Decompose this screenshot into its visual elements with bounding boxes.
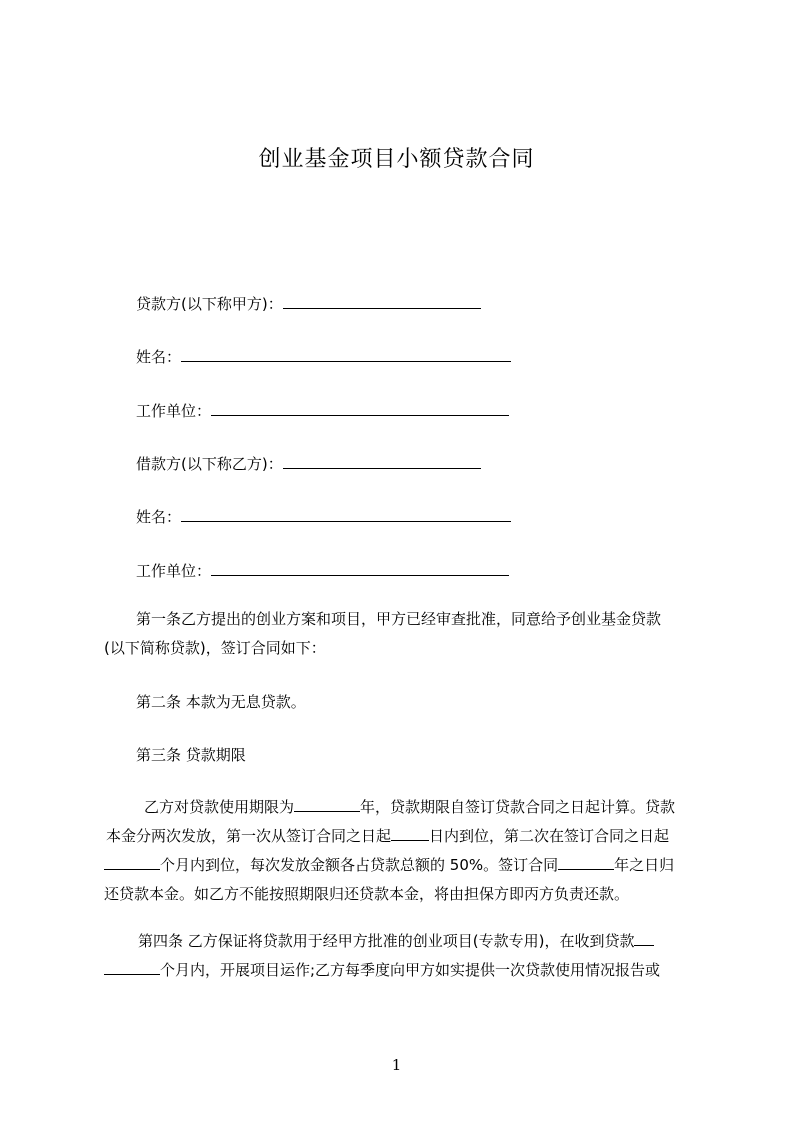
article-3-line-3b: 年之日归 xyxy=(614,856,675,874)
article-3-line-1a: 乙方对贷款使用期限为 xyxy=(144,798,295,816)
lender-blank xyxy=(283,292,481,309)
article-3-body xyxy=(104,793,699,909)
article-4-line-2 xyxy=(104,956,699,985)
article-3-heading xyxy=(136,741,699,770)
article-3-line-1 xyxy=(104,793,699,822)
page-number: 1 xyxy=(391,1056,402,1074)
article-3-line-2 xyxy=(104,822,699,851)
first-days-blank xyxy=(391,826,429,841)
article-4-line-1 xyxy=(104,927,699,956)
term-years-blank xyxy=(294,797,360,812)
lender-work-field xyxy=(136,399,509,421)
lender-work-blank xyxy=(211,399,509,416)
document-title: 创业基金项目小额贷款合同 xyxy=(258,147,535,172)
borrower-work-field xyxy=(136,559,509,581)
borrower-work-label: 工作单位： xyxy=(136,562,212,580)
article-4-blank-end xyxy=(634,931,654,946)
borrower-field xyxy=(136,452,481,474)
lender-name-label: 姓名： xyxy=(136,348,182,366)
borrower-name-blank xyxy=(181,505,511,522)
article-2-text: 第二条 本款为无息贷款。 xyxy=(136,693,306,711)
article-4-line-1-text: 第四条 乙方保证将贷款用于经甲方批准的创业项目(专款专用)，在收到贷款 xyxy=(138,932,635,950)
article-4-line-2-text: 个月内，开展项目运作;乙方每季度向甲方如实提供一次贷款使用情况报告或 xyxy=(160,961,661,979)
article-3-line-2a: 本金分两次发放，第一次从签订合同之日起 xyxy=(106,827,392,845)
borrower-name-label: 姓名： xyxy=(136,508,182,526)
article-1-line-1: 第一条乙方提出的创业方案和项目，甲方已经审查批准，同意给予创业基金贷款 xyxy=(136,610,662,628)
article-3-line-3 xyxy=(104,851,699,880)
lender-label: 贷款方(以下称甲方)： xyxy=(136,295,283,313)
lender-field xyxy=(136,292,481,314)
lender-work-label: 工作单位： xyxy=(136,402,212,420)
lender-name-blank xyxy=(181,345,511,362)
article-3-line-2b: 日内到位，第二次在签订合同之日起 xyxy=(429,827,670,845)
article-4 xyxy=(104,927,699,985)
borrower-blank xyxy=(283,452,481,469)
article-3-heading-text: 第三条 贷款期限 xyxy=(136,746,246,764)
article-4-months-blank xyxy=(104,960,160,975)
article-2 xyxy=(136,688,699,717)
repay-years-blank xyxy=(558,855,614,870)
borrower-work-blank xyxy=(211,559,509,576)
borrower-name-field xyxy=(136,505,511,527)
article-3-line-4: 还贷款本金。如乙方不能按照期限归还贷款本金，将由担保方即丙方负责还款。 xyxy=(104,885,630,903)
article-1 xyxy=(104,605,699,663)
article-1-line-2: (以下简称贷款)，签订合同如下： xyxy=(104,639,326,657)
article-3-line-1b: 年，贷款期限自签订贷款合同之日起计算。贷款 xyxy=(360,798,676,816)
article-3-line-3a: 个月内到位，每次发放金额各占贷款总额的 50%。签订合同 xyxy=(160,856,559,874)
second-months-blank xyxy=(104,855,160,870)
lender-name-field xyxy=(136,345,511,367)
borrower-label: 借款方(以下称乙方)： xyxy=(136,455,283,473)
